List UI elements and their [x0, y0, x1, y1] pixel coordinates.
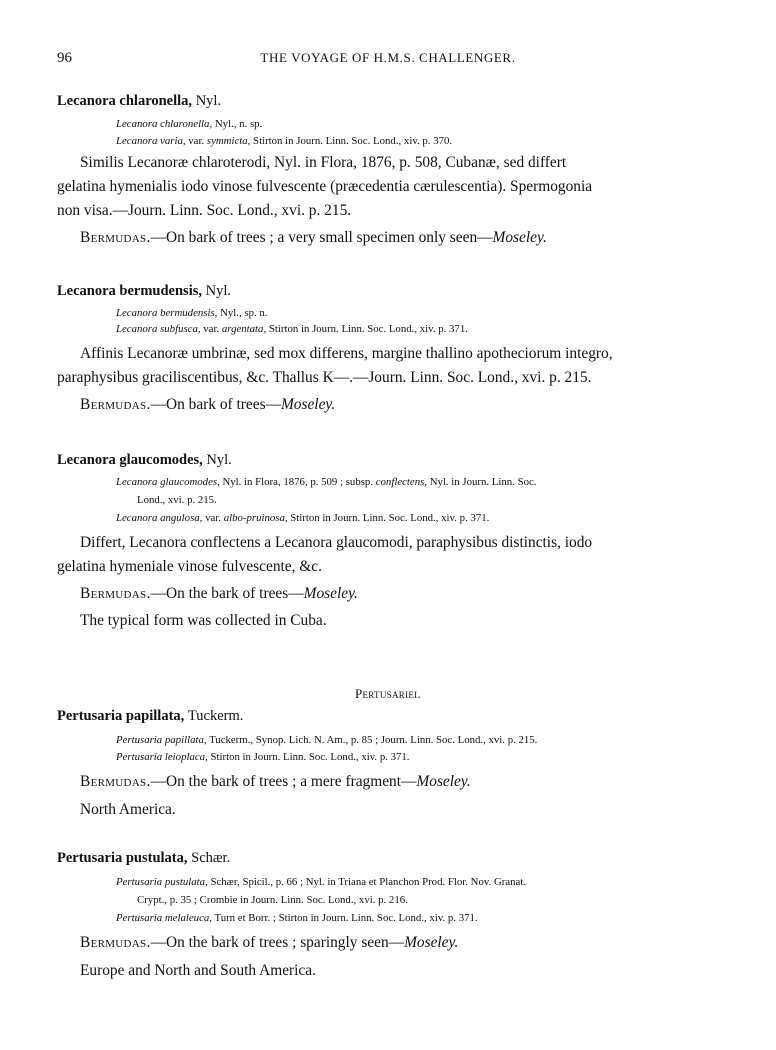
species-author: Schær.: [191, 850, 231, 866]
locality-name: Bermudas.: [80, 934, 151, 951]
running-title: THE VOYAGE OF H.M.S. CHALLENGER.: [260, 50, 516, 65]
synonym-ref: Schær, Spicil., p. 66 ; Nyl. in Triana et Planchon Prod. Flor. Nov. Granat.: [207, 876, 527, 888]
page-number: 96: [57, 50, 72, 66]
synonym-name: Pertusaria pustulata,: [116, 876, 208, 888]
locality-line: [80, 773, 471, 791]
synonym-name: Lecanora angulosa,: [116, 512, 203, 524]
synonym-line: [116, 512, 489, 524]
synonym-ref: Stirton in Journ. Linn. Soc. Lond., xiv. p. 371.: [207, 751, 410, 763]
locality-name: Bermudas.: [80, 585, 151, 602]
synonym-name: Lecanora bermudensis,: [116, 307, 218, 319]
page-header: [57, 50, 719, 72]
synonym-name: Pertusaria leioplaca,: [116, 751, 208, 763]
synonym-variety: conflectens,: [375, 476, 427, 488]
locality-name: Bermudas.: [80, 229, 151, 246]
synonym-name: Lecanora subfusca,: [116, 323, 201, 335]
locality-text: —On the bark of trees ; sparingly seen—: [150, 934, 405, 951]
section-heading-text: Pertusariei.: [354, 686, 422, 701]
synonym-ref: Lond., xvi. p. 215.: [137, 494, 217, 506]
synonym-ref: var.: [202, 512, 224, 524]
species-heading: [57, 708, 243, 725]
synonym-ref: Stirton in Journ. Linn. Soc. Lond., xiv. p. 371.: [287, 512, 490, 524]
synonym-ref: Stirton in Journ. Linn. Soc. Lond., xiv. p. 370.: [250, 135, 453, 147]
locality-text: —On the bark of trees—: [150, 585, 304, 602]
locality-text: —On bark of trees—: [150, 396, 281, 413]
synonym-ref: Tuckerm., Synop. Lich. N. Am., p. 85 ; Journ. Linn. Soc. Lond., xvi. p. 215.: [206, 734, 538, 746]
synonym-line: [116, 118, 262, 130]
description-line: Similis Lecanoræ chlaroterodi, Nyl. in Flora, 1876, p. 508, Cubanæ, sed differt: [80, 154, 567, 171]
distribution-note: The typical form was collected in Cuba.: [80, 612, 327, 629]
description-line: paraphysibus graciliscentibus, &c. Thallus K—.—Journ. Linn. Soc. Lond., xvi. p. 215.: [57, 369, 592, 386]
description-line: gelatina hymeniale vinose fulvescente, &c.: [57, 558, 322, 575]
description-line: non visa.—Journ. Linn. Soc. Lond., xvi. p. 215.: [57, 202, 352, 219]
synonym-ref: Stirton in Journ. Linn. Soc. Lond., xiv. p. 371.: [266, 323, 468, 335]
species-name: Lecanora bermudensis,: [57, 283, 202, 299]
species-heading: [57, 850, 230, 867]
synonym-line: [116, 876, 526, 888]
species-name: Pertusaria pustulata,: [57, 850, 188, 866]
synonym-line: [116, 912, 478, 924]
species-heading: [57, 283, 231, 300]
synonym-variety: symmicta,: [206, 135, 251, 147]
synonym-variety: argentata,: [221, 323, 267, 335]
locality-name: Bermudas.: [80, 773, 151, 790]
section-heading: [0, 686, 776, 702]
species-author: Nyl.: [195, 93, 222, 109]
description-line: gelatina hymenialis iodo vinose fulvescente (præcedentia cærulescentia). Spermogonia: [57, 178, 593, 195]
synonym-name: Lecanora varia,: [116, 135, 186, 147]
synonym-name: Pertusaria papillata,: [116, 734, 207, 746]
synonym-ref: Turn et Borr. ; Stirton in Journ. Linn. Soc. Lond., xiv. p. 371.: [211, 912, 478, 924]
synonym-ref: Nyl., sp. n.: [217, 307, 268, 319]
collector-name: Moseley.: [492, 229, 547, 246]
distribution-note: North America.: [80, 801, 176, 818]
description-line: Differt, Lecanora conflectens a Lecanora glaucomodi, paraphysibus distinctis, iodo: [80, 534, 593, 551]
locality-line: [80, 229, 547, 247]
synonym-name: Pertusaria melaleuca,: [116, 912, 212, 924]
collector-name: Moseley.: [416, 773, 471, 790]
species-heading: [57, 452, 232, 469]
species-author: Nyl.: [205, 283, 231, 299]
synonym-line: [116, 323, 468, 335]
synonym-variety: albo-pruinosa,: [223, 512, 288, 524]
locality-name: Bermudas.: [80, 396, 151, 413]
locality-line: [80, 585, 358, 603]
synonym-ref: Nyl. in Journ. Linn. Soc.: [427, 476, 537, 488]
synonym-name: Lecanora chlaronella,: [116, 118, 213, 130]
collector-name: Moseley.: [280, 396, 336, 413]
synonym-ref: Crypt., p. 35 ; Crombie in Journ. Linn. Soc. Lond., xvi. p. 216.: [137, 894, 408, 906]
synonym-line: [116, 135, 452, 147]
synonym-ref: var.: [185, 135, 207, 147]
synonym-line: [137, 894, 408, 906]
synonym-line: [116, 476, 536, 488]
synonym-line: [116, 751, 410, 763]
species-name: Lecanora chlaronella,: [57, 93, 193, 109]
locality-line: [80, 934, 458, 952]
species-name: Pertusaria papillata,: [57, 708, 185, 724]
locality-text: —On bark of trees ; a very small specimen only seen—: [150, 229, 493, 246]
synonym-line: [116, 307, 267, 319]
locality-text: —On the bark of trees ; a mere fragment—: [150, 773, 417, 790]
species-heading: [57, 93, 221, 110]
synonym-ref: var.: [200, 323, 222, 335]
species-author: Nyl.: [206, 452, 232, 468]
collector-name: Moseley.: [303, 585, 358, 602]
description-line: Affinis Lecanoræ umbrinæ, sed mox differens, margine thallino apotheciorum integro,: [80, 345, 613, 362]
species-author: Tuckerm.: [187, 708, 244, 724]
distribution-note: Europe and North and South America.: [80, 962, 316, 979]
collector-name: Moseley.: [404, 934, 459, 951]
synonym-name: Lecanora glaucomodes,: [116, 476, 220, 488]
synonym-line: [137, 494, 217, 506]
synonym-line: [116, 734, 537, 746]
locality-line: [80, 396, 335, 414]
species-name: Lecanora glaucomodes,: [57, 452, 203, 468]
synonym-ref: Nyl., n. sp.: [212, 118, 263, 130]
synonym-ref: Nyl. in Flora, 1876, p. 509 ; subsp.: [219, 476, 376, 488]
